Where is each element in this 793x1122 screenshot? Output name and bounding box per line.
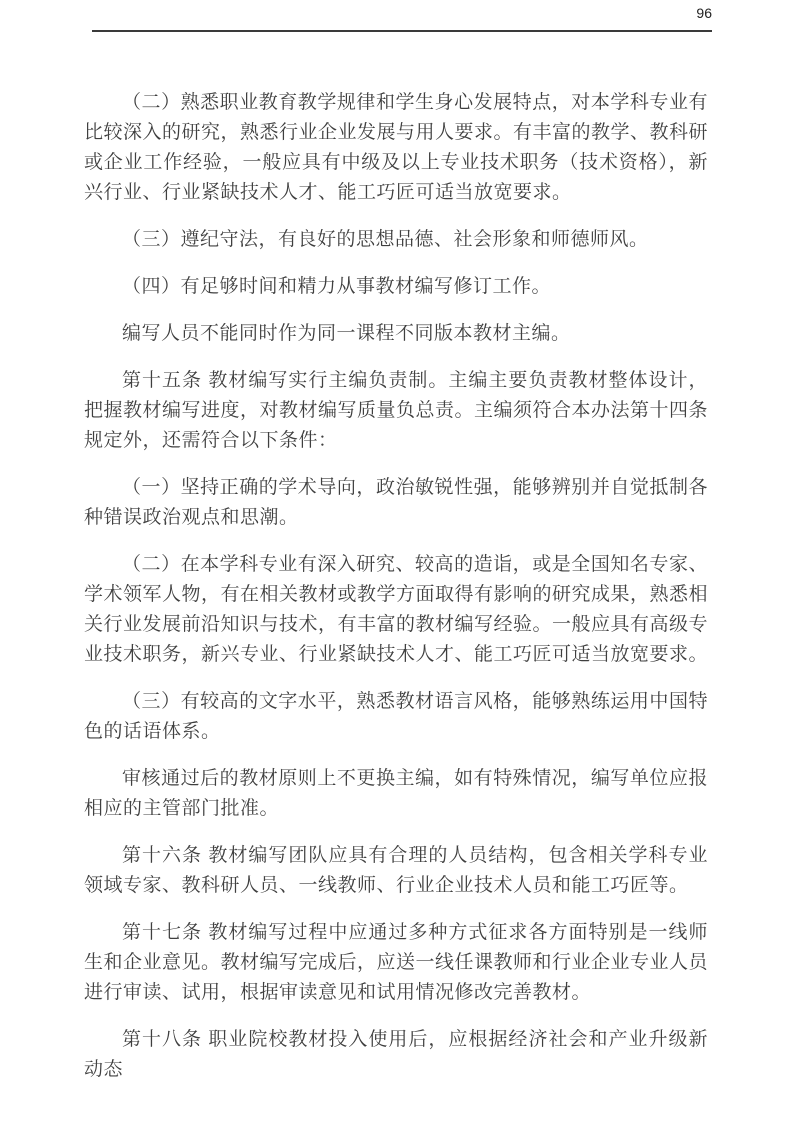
- paragraph: （四）有足够时间和精力从事教材编写修订工作。: [122, 276, 552, 297]
- paragraph: （三）遵纪守法，有良好的思想品德、社会形象和师德师风。: [122, 229, 649, 250]
- document-body: [84, 88, 708, 1102]
- paragraph: 第十七条 教材编写过程中应通过多种方式征求各方面特别是一线师生和企业意见。教材编写完成后，应送一线任课教师和行业企业专业人员进行审读、试用，根据审读意见和试用情况修改完善教材。: [84, 922, 709, 1003]
- paragraph: （三）有较高的文字水平，熟悉教材语言风格，能够熟练运用中国特色的话语体系。: [84, 691, 708, 742]
- paragraph: 第十八条 职业院校教材投入使用后，应根据经济社会和产业升级新动态: [84, 1029, 708, 1080]
- paragraph: （一）坚持正确的学术导向，政治敏锐性强，能够辨别并自觉抵制各种错误政治观点和思潮。: [84, 477, 708, 528]
- header-rule: [92, 30, 712, 32]
- page-number: 96: [696, 5, 712, 21]
- paragraph: （二）熟悉职业教育教学规律和学生身心发展特点，对本学科专业有比较深入的研究，熟悉行业企业发展与用人要求。有丰富的教学、教科研或企业工作经验，一般应具有中级及以上专业技术职务（技术资格），新兴行业、行业紧缺技术人才、能工巧匠可适当放宽要求。: [84, 92, 709, 203]
- paragraph: 第十六条 教材编写团队应具有合理的人员结构，包含相关学科专业领域专家、教科研人员、一线教师、行业企业技术人员和能工巧匠等。: [84, 845, 708, 896]
- paragraph: 第十五条 教材编写实行主编负责制。主编主要负责教材整体设计，把握教材编写进度，对教材编写质量负总责。主编须符合本办法第十四条规定外，还需符合以下条件：: [84, 370, 709, 451]
- paragraph: 编写人员不能同时作为同一课程不同版本教材主编。: [122, 323, 571, 344]
- paragraph: 审核通过后的教材原则上不更换主编，如有特殊情况，编写单位应报相应的主管部门批准。: [84, 768, 708, 819]
- paragraph: （二）在本学科专业有深入研究、较高的造诣，或是全国知名专家、学术领军人物，有在相关教材或教学方面取得有影响的研究成果，熟悉相关行业发展前沿知识与技术，有丰富的教材编写经验。一般应具有高级专业技术职务，新兴专业、行业紧缺技术人才、能工巧匠可适当放宽要求。: [84, 554, 709, 665]
